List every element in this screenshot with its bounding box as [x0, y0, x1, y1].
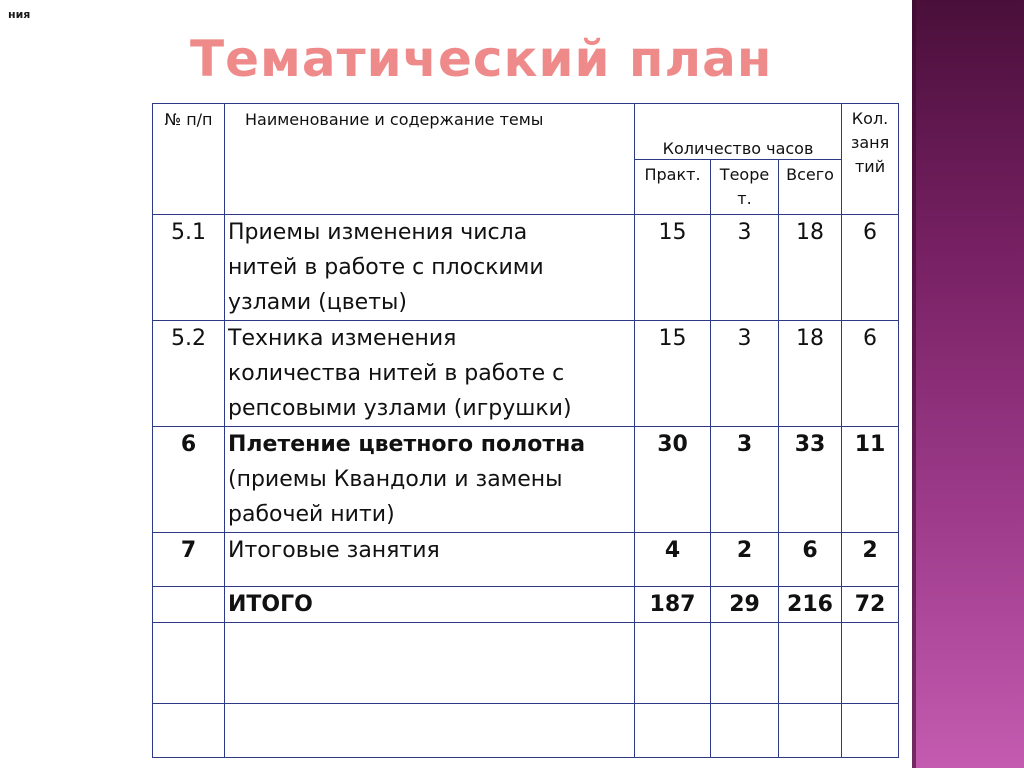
empty-cell [635, 704, 711, 758]
total-teor: 29 [711, 587, 779, 623]
row-name: Итоговые занятия [225, 533, 635, 587]
row-prakt: 15 [635, 321, 711, 427]
row-name-line: Плетение цветного полотна [228, 432, 586, 457]
header-teor [711, 160, 779, 215]
thematic-plan-table [152, 103, 899, 758]
row-prakt: 4 [635, 533, 711, 587]
page-title: Тематический план [190, 30, 773, 88]
row-name-line: (приемы Квандоли и замены [228, 467, 563, 492]
table-row [153, 215, 899, 321]
header-count [842, 104, 899, 215]
row-no: 5.1 [153, 215, 225, 321]
total-row [153, 587, 899, 623]
row-count: 2 [842, 533, 899, 587]
row-name-line: Техника изменения [228, 326, 457, 351]
empty-cell [635, 623, 711, 704]
table-row [153, 427, 899, 533]
row-name-line: репсовыми узлами (игрушки) [228, 396, 572, 421]
row-teor: 3 [711, 215, 779, 321]
empty-cell [842, 623, 899, 704]
row-name-line: количества нитей в работе с [228, 361, 565, 386]
row-teor: 3 [711, 321, 779, 427]
row-no: 7 [153, 533, 225, 587]
empty-cell [711, 704, 779, 758]
table-row [153, 533, 899, 587]
empty-cell [842, 704, 899, 758]
row-name [225, 427, 635, 533]
empty-cell [779, 704, 842, 758]
row-vsego: 18 [779, 215, 842, 321]
row-no: 5.2 [153, 321, 225, 427]
row-no: 6 [153, 427, 225, 533]
row-name [225, 215, 635, 321]
header-count-line2: заня [850, 133, 890, 152]
row-prakt: 15 [635, 215, 711, 321]
total-vsego: 216 [779, 587, 842, 623]
total-count: 72 [842, 587, 899, 623]
row-name-line: нитей в работе с плоскими [228, 255, 544, 280]
total-prakt: 187 [635, 587, 711, 623]
empty-cell [711, 623, 779, 704]
empty-row [153, 704, 899, 758]
header-hours: Количество часов [635, 104, 842, 160]
row-vsego: 6 [779, 533, 842, 587]
row-name-line: узлами (цветы) [228, 290, 407, 315]
total-label: ИТОГО [225, 587, 635, 623]
empty-cell [779, 623, 842, 704]
row-name-line: Приемы изменения числа [228, 220, 528, 245]
row-vsego: 18 [779, 321, 842, 427]
header-name: Наименование и содержание темы [225, 104, 635, 215]
header-count-line1: Кол. [851, 109, 889, 128]
row-count: 6 [842, 215, 899, 321]
header-teor-line1: Теоре [719, 165, 770, 184]
row-teor: 2 [711, 533, 779, 587]
header-vsego: Всего [779, 160, 842, 215]
row-count: 11 [842, 427, 899, 533]
corner-label: ния [8, 8, 31, 21]
header-count-line3: тий [854, 157, 886, 176]
table-row [153, 321, 899, 427]
row-name [225, 321, 635, 427]
empty-row [153, 623, 899, 704]
empty-cell [153, 623, 225, 704]
row-count: 6 [842, 321, 899, 427]
row-vsego: 33 [779, 427, 842, 533]
header-no: № п/п [153, 104, 225, 215]
header-teor-line2: т. [737, 189, 752, 208]
total-no [153, 587, 225, 623]
empty-cell [153, 704, 225, 758]
row-teor: 3 [711, 427, 779, 533]
row-prakt: 30 [635, 427, 711, 533]
header-prakt: Практ. [635, 160, 711, 215]
empty-cell [225, 623, 635, 704]
empty-cell [225, 704, 635, 758]
decorative-sidebar [912, 0, 1024, 768]
header-row [153, 104, 899, 160]
row-name-line: рабочей нити) [228, 502, 395, 527]
